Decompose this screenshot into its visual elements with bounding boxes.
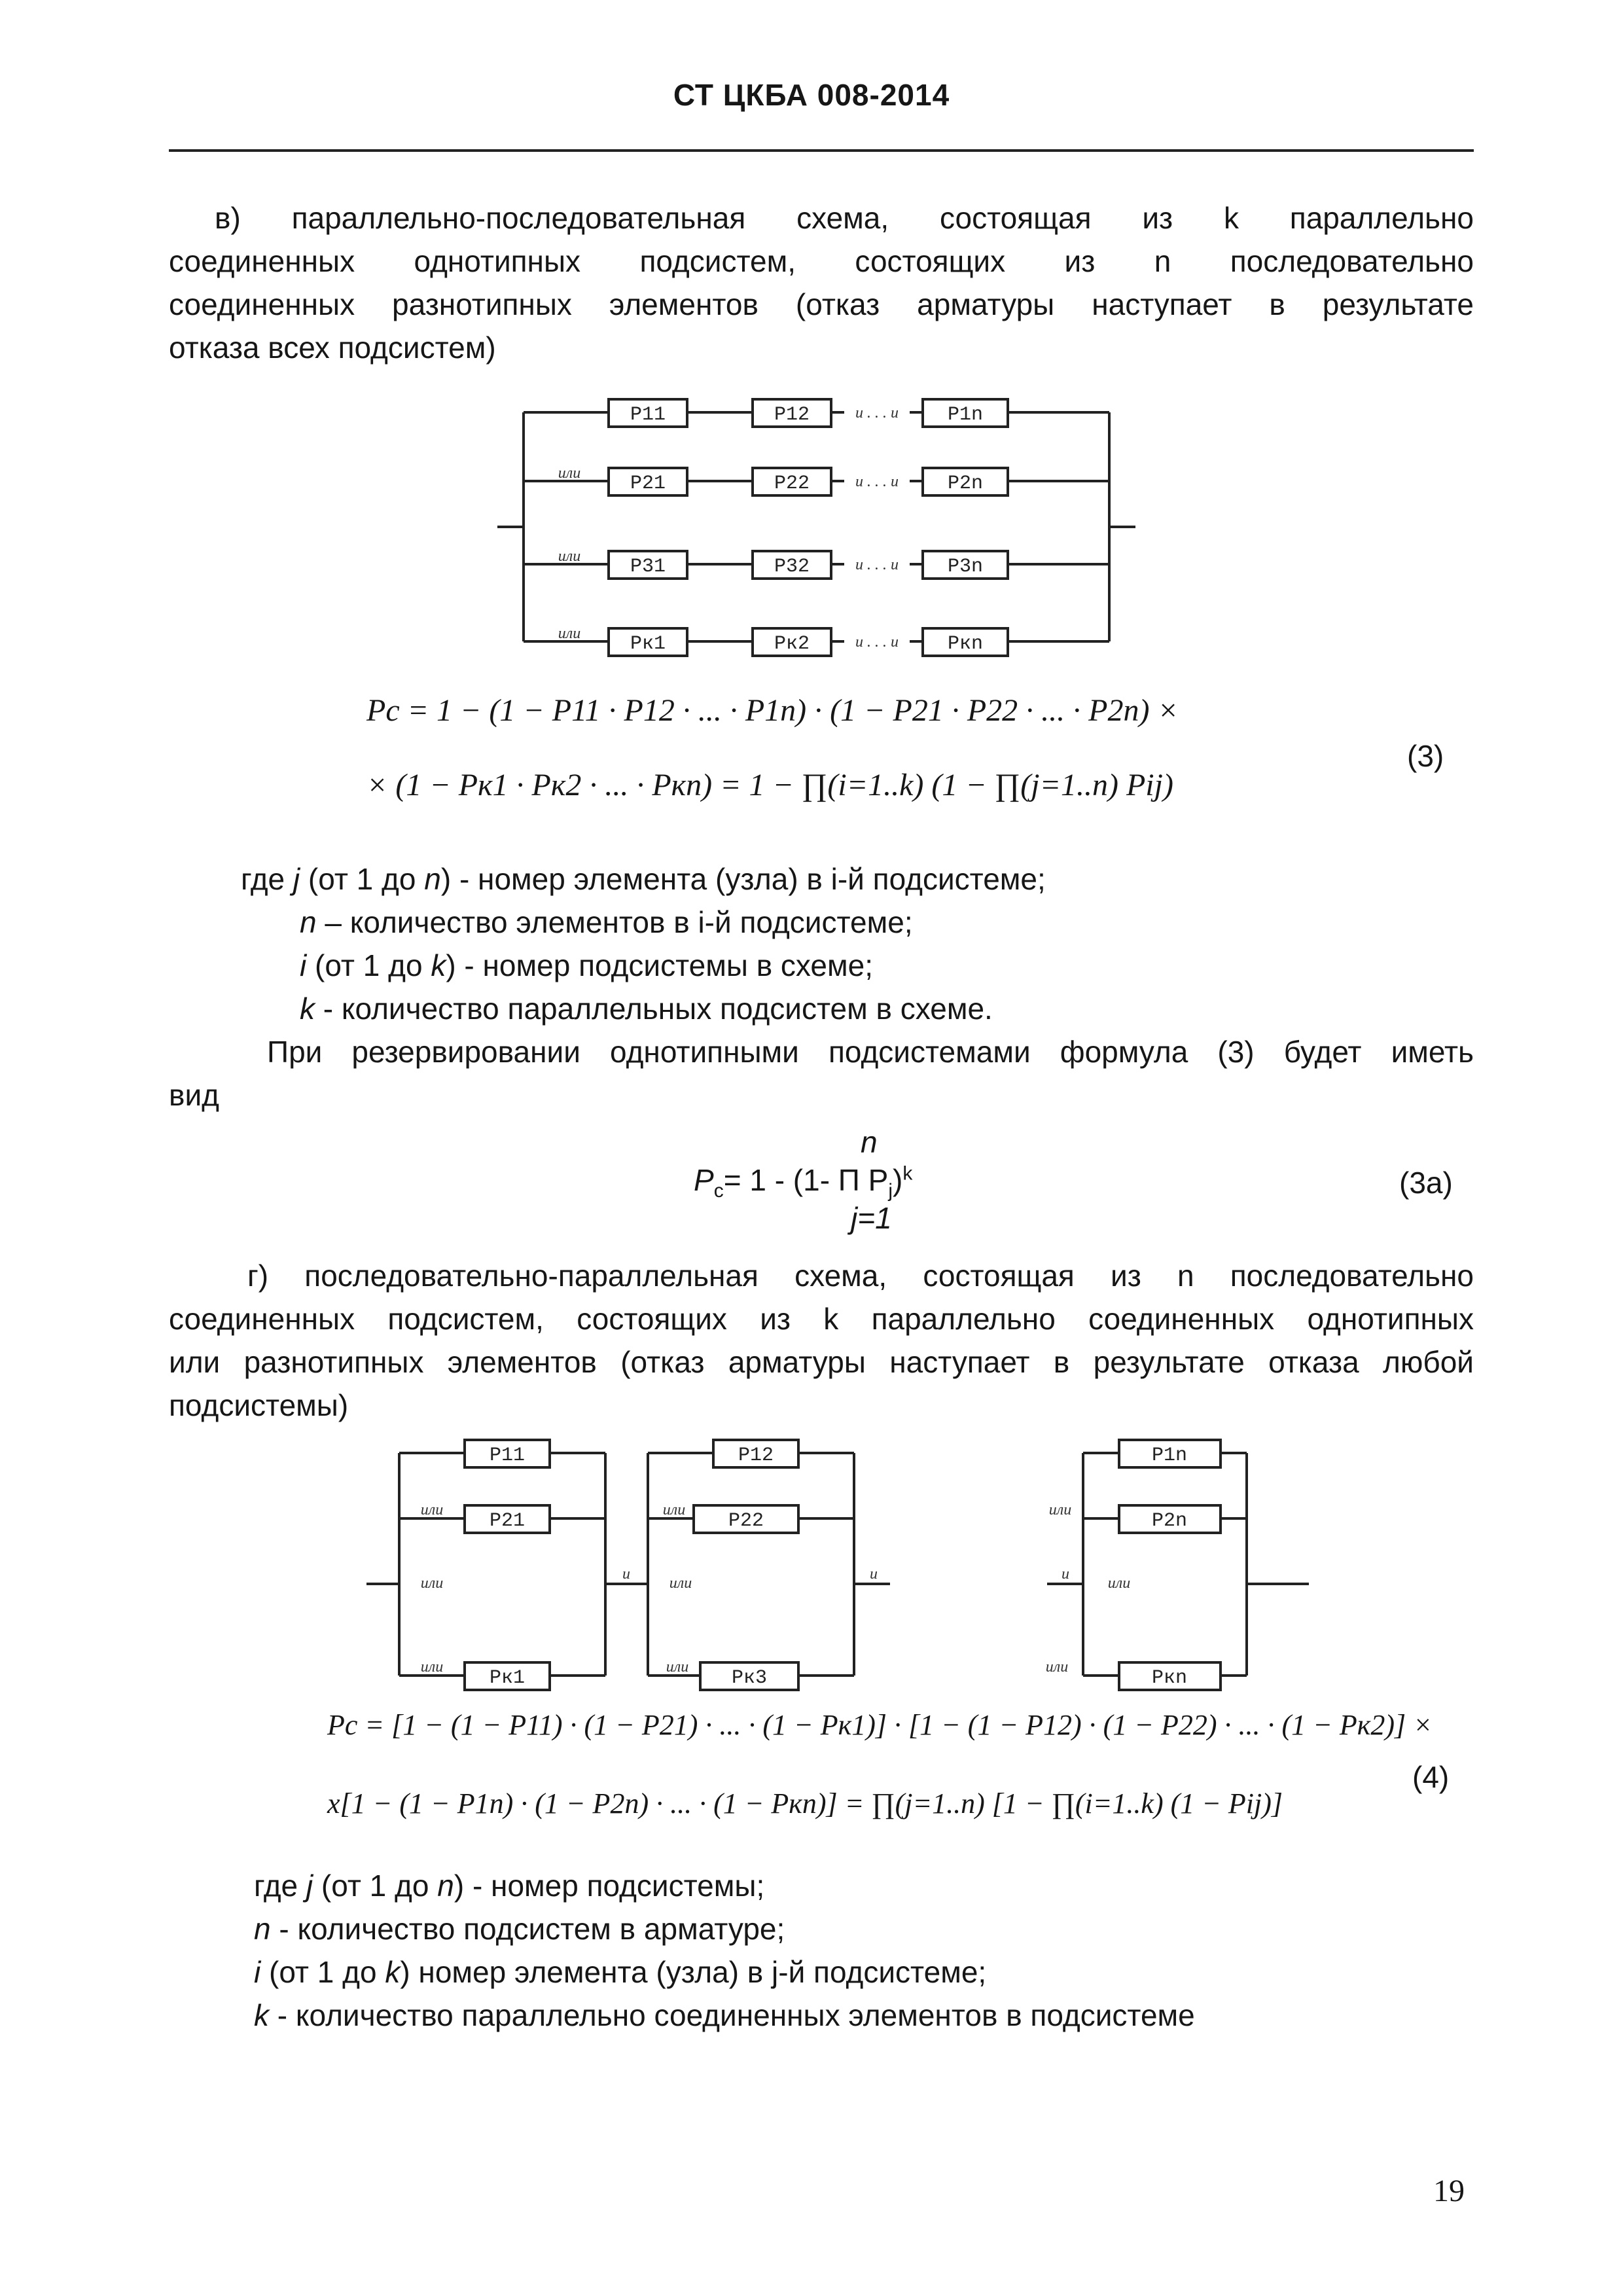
- element-label: Pк1: [630, 633, 666, 655]
- element-label: P12: [774, 404, 810, 426]
- element-label: Pкn: [1151, 1667, 1188, 1689]
- or-connector-label: или: [558, 548, 581, 565]
- legend-3-item: где j (от 1 до n) - номер элемента (узла) в i-й подсистеме;: [241, 862, 1046, 896]
- or-connector-label: или: [1048, 1501, 1072, 1518]
- legend-3: [241, 857, 1471, 1030]
- legend-4-item: k - количество параллельно соединенных элементов в подсистеме: [254, 1998, 1195, 2032]
- section-g-line: г) последовательно-параллельная схема, состоящая из n последовательно: [247, 1259, 1474, 1293]
- element-label: P2n: [947, 473, 984, 495]
- series-connector-label: и . . . и: [855, 634, 899, 651]
- formula-4-line1: Pс = [1 − (1 − P11) · (1 − P21) · ... · (1 − Pк1)] · [1 − (1 − P12) · (1 − P22) · ... · (1 − Pк2)] ×: [327, 1709, 1433, 1741]
- element-label: P11: [630, 404, 666, 426]
- element-label: P1n: [1151, 1444, 1188, 1467]
- or-connector-label: или: [558, 625, 581, 642]
- series-connector-label: и . . . и: [855, 473, 899, 490]
- section-v-line: соединенных разнотипных элементов (отказ арматуры наступает в результате: [169, 287, 1474, 321]
- serial-parallel-diagram: [366, 1433, 1322, 1695]
- header-rule: [169, 149, 1474, 152]
- and-connector-label: и: [622, 1566, 630, 1583]
- formula-4-line2: x[1 − (1 − P1n) · (1 − P2n) · ... · (1 − Pкn)] = ∏(j=1..n) [1 − ∏(i=1..k) (1 − Pij)]: [327, 1787, 1283, 1820]
- element-label: P31: [630, 556, 666, 578]
- legend-4-item: n - количество подсистем в арматуре;: [254, 1912, 785, 1946]
- element-label: Pк1: [489, 1667, 526, 1689]
- or-connector-label: или: [420, 1575, 444, 1592]
- equation-number-3: (3): [1407, 739, 1444, 773]
- element-label: Pкn: [947, 633, 984, 655]
- element-label: P32: [774, 556, 810, 578]
- element-label: P3n: [947, 556, 984, 578]
- and-connector-label: и: [1061, 1566, 1069, 1583]
- diagram2-group: [399, 1440, 605, 1690]
- equation-number-4: (4): [1412, 1760, 1450, 1794]
- page-number: 19: [1433, 2174, 1465, 2208]
- formula-3a-lower-limit: j=1: [851, 1201, 892, 1235]
- element-label: P12: [738, 1444, 774, 1467]
- element-label: P1n: [947, 404, 984, 426]
- formula-3a-upper-limit: n: [861, 1125, 878, 1159]
- reserve-line: вид: [169, 1078, 219, 1112]
- legend-3-item: n – количество элементов в i-й подсистеме;: [300, 905, 913, 939]
- section-g-paragraph: [169, 1254, 1474, 1427]
- element-label: P22: [728, 1510, 764, 1532]
- element-label: P21: [489, 1510, 526, 1532]
- legend-4-item: i (от 1 до k) номер элемента (узла) в j-й подсистеме;: [254, 1955, 987, 1989]
- or-connector-label: или: [1045, 1659, 1069, 1676]
- diagram1-row: [524, 399, 1109, 427]
- or-connector-label: или: [420, 1501, 444, 1518]
- section-v-line: в) параллельно-последовательная схема, состоящая из k параллельно: [215, 201, 1474, 235]
- diagram2-group: [1046, 1440, 1247, 1690]
- section-v-paragraph: [169, 196, 1474, 369]
- or-connector-label: или: [662, 1501, 686, 1518]
- series-connector-label: и . . . и: [855, 556, 899, 573]
- reserve-paragraph: [169, 1030, 1474, 1117]
- or-connector-label: или: [558, 465, 581, 482]
- parallel-serial-diagram: [497, 386, 1139, 661]
- diagram1-row: [524, 548, 1109, 579]
- section-g-line: или разнотипных элементов (отказ арматуры наступает в результате отказа любой: [169, 1345, 1474, 1379]
- reserve-line: При резервировании однотипными подсистемами формула (3) будет иметь: [267, 1035, 1474, 1069]
- and-connector-label: и: [870, 1566, 878, 1583]
- legend-4: [254, 1864, 1471, 2037]
- formula-3-line2: × (1 − Pк1 · Pк2 · ... · Pкn) = 1 − ∏(i=1..k) (1 − ∏(j=1..n) Pij): [366, 768, 1173, 802]
- diagram1-row: [524, 465, 1109, 495]
- element-label: P2n: [1151, 1510, 1188, 1532]
- or-connector-label: или: [666, 1659, 689, 1676]
- formula-3-line1: Pс = 1 − (1 − P11 · P12 · ... · P1n) · (1 − P21 · P22 · ... · P2n) ×: [366, 693, 1179, 728]
- document-code-header: СТ ЦКБА 008-2014: [673, 78, 950, 112]
- legend-4-item: где j (от 1 до n) - номер подсистемы;: [254, 1869, 765, 1903]
- section-g-line: подсистемы): [169, 1388, 349, 1422]
- or-connector-label: или: [420, 1659, 444, 1676]
- or-connector-label: или: [1107, 1575, 1131, 1592]
- diagram2-group: [648, 1440, 854, 1690]
- equation-number-3a: (3а): [1399, 1166, 1453, 1200]
- section-v-line: соединенных однотипных подсистем, состоящих из n последовательно: [169, 244, 1474, 278]
- element-label: P21: [630, 473, 666, 495]
- series-connector-label: и . . . и: [855, 404, 899, 422]
- element-label: P11: [489, 1444, 526, 1467]
- or-connector-label: или: [669, 1575, 692, 1592]
- section-v-line: отказа всех подсистем): [169, 331, 496, 365]
- section-g-line: соединенных подсистем, состоящих из k параллельно соединенных однотипных: [169, 1302, 1474, 1336]
- element-label: Pк2: [774, 633, 810, 655]
- element-label: Pк3: [731, 1667, 768, 1689]
- formula-3a-body: $P_c= 1 - (1-$ П $P_j)^k$: [694, 1162, 913, 1202]
- legend-3-item: i (от 1 до k) - номер подсистемы в схеме;: [300, 948, 873, 982]
- element-label: P22: [774, 473, 810, 495]
- diagram1-row: [524, 625, 1109, 656]
- legend-3-item: k - количество параллельных подсистем в схеме.: [300, 992, 993, 1026]
